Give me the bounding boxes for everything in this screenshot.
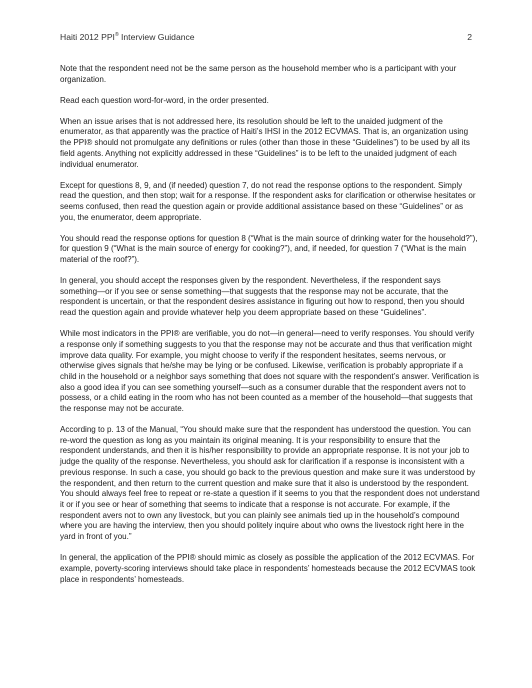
paragraph: In general, you should accept the responses given by the respondent. Nevertheless, if the respondent says something—or if you see or sense something—that suggests that the response may not be accurate, that the respondent is uncertain, or that the respondent desires assistance in figuring out how to respond, then you should read the question again and provide whatever help you deem appropriate based on these “Guidelines”. <box>60 276 465 318</box>
paragraph: According to p. 13 of the Manual, “You should make sure that the respondent has understood the question. You can re-word the question as long as you maintain its original meaning. It is your responsibility to ensure that the respondent understands, and then it is his/her responsibility to provide an appropriate response. It is not your job to judge the quality of the response. Nevertheless, you should ask for clarification if a response is inconsistent with a previous response. In such a case, you should go back to the previous question and make sure it was understood by the respondent, and then return to the current question and make sure that it also is understood by the respondent. You should always feel free to repeat or re-state a question if it seems to you that the respondent does not understand it or if you see or hear of something that seems to indicate that a response is not accurate. For example, if the respondent avers not to own any livestock, but you can plainly see animals tied up in the household’s compound where you are having the interview, then you should politely inquire about who owns the livestock right here in the yard in front of you.” <box>60 425 480 542</box>
header-title-registered-mark: ® <box>114 32 119 39</box>
header-title-prefix: Haiti 2012 PPI <box>60 32 115 42</box>
paragraph: Note that the respondent need not be the same person as the household member who is a participant with your organization. <box>60 64 457 84</box>
page-header <box>60 32 472 44</box>
paragraph: Read each question word-for-word, in the order presented. <box>60 95 269 105</box>
paragraph: You should read the response options for question 8 (“What is the main source of drinking water for the household?”), for question 9 (“What is the main source of energy for cooking?”), and, if needed, for question 7 (“What is the main material of the roof?”). <box>60 233 478 265</box>
paragraph: When an issue arises that is not addressed here, its resolution should be left to the unaided judgment of the enumerator, as that apparently was the practice of Haiti’s IHSI in the 2012 ECVMAS. That is, an organization using the PPI® should not promulgate any definitions or rules (other than those in these “Guidelines”) to be used by all its field agents. Anything not explicitly addressed in these “Guidelines” is to be left to the unaided judgment of each individual enumerator. <box>60 116 470 169</box>
page-number: 2 <box>467 32 472 42</box>
paragraph: In general, the application of the PPI® should mimic as closely as possible the application of the 2012 ECVMAS. For example, poverty-scoring interviews should take place in respondents’ homesteads because the 2012 ECVMAS took place in respondents’ homesteads. <box>60 553 476 584</box>
header-title <box>60 32 195 42</box>
body-text <box>60 64 480 596</box>
paragraph: Except for questions 8, 9, and (if needed) question 7, do not read the response options to the respondent. Simply read the question, and then stop; wait for a response. If the respondent asks for clarification or otherwise hesitates or seems confused, then read the question again or provide additional assistance based on these “Guidelines” or as you, the enumerator, deem appropriate. <box>60 180 476 222</box>
paragraph: While most indicators in the PPI® are verifiable, you do not—in general—need to verify responses. You should verify a response only if something suggests to you that the response may not be accurate and thus that verification might improve data quality. For example, you might choose to verify if the respondent hesitates, seems nervous, or otherwise gives signals that he/she may be lying or be confused. Likewise, verification is probably appropriate if a child in the household or a neighbor says something that does not square with the respondent’s answer. Verification is also a good idea if you can see something yourself—such as a consumer durable that the respondent avers not to possess, or a child eating in the room who has not been counted as a member of the household—that suggests that the response may not be accurate. <box>60 329 479 414</box>
header-title-suffix: Interview Guidance <box>118 32 195 42</box>
